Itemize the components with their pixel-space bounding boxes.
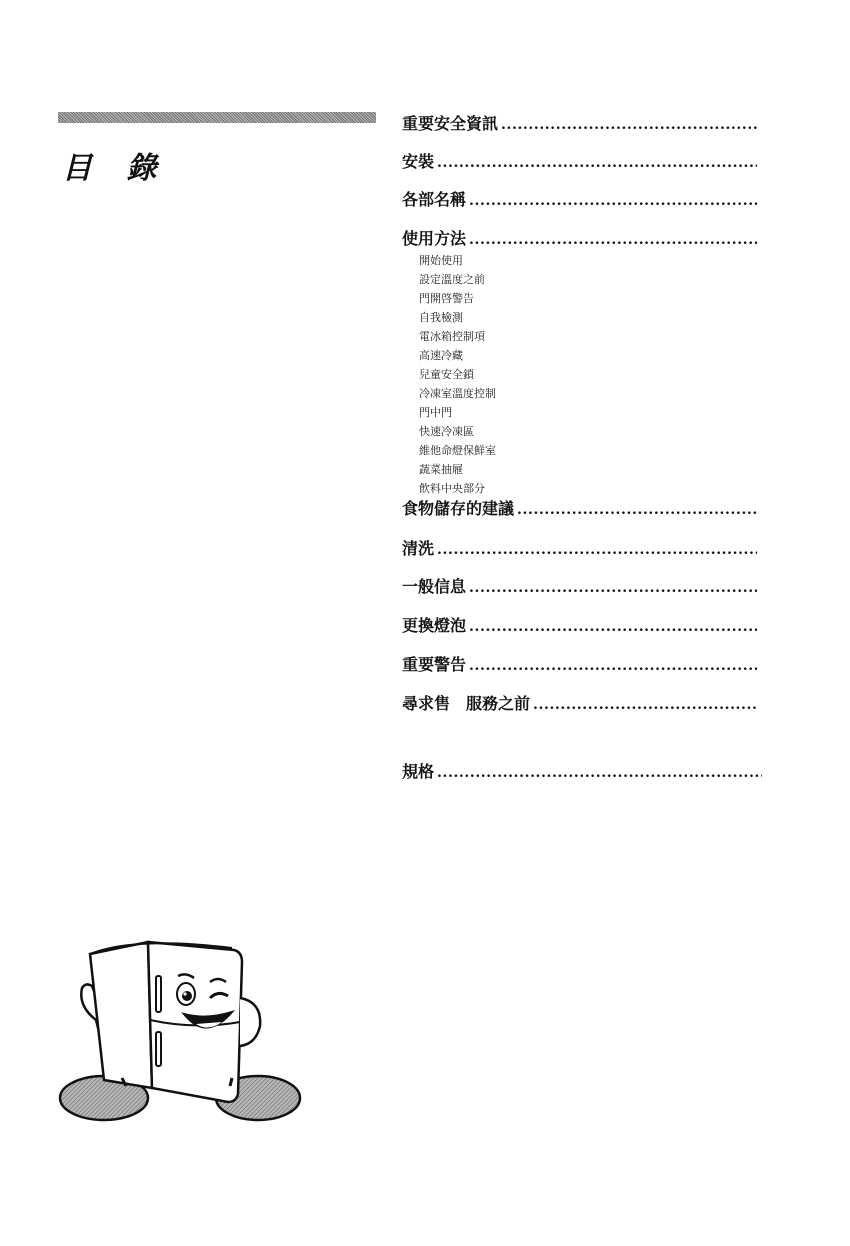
toc-sub-item[interactable]: 高速冷藏 xyxy=(419,349,463,362)
toc-entry-label: 一般信息 xyxy=(402,577,467,596)
toc-leader-dots xyxy=(469,654,757,678)
toc-entry-food-storage[interactable] xyxy=(402,497,757,521)
toc-entry-label: 規格 xyxy=(402,762,435,781)
toc-entry-specifications[interactable] xyxy=(402,760,762,784)
toc-leader-dots xyxy=(533,693,757,717)
toc-entry-label: 更換燈泡 xyxy=(402,616,467,635)
toc-leader-dots xyxy=(437,151,757,175)
toc-entry-label: 使用方法 xyxy=(402,229,467,248)
toc-sub-item[interactable]: 冷凍室溫度控制 xyxy=(419,387,496,400)
toc-leader-dots xyxy=(437,538,757,562)
usage-sub-list xyxy=(419,251,496,498)
toc-entry-usage[interactable] xyxy=(402,227,757,251)
toc-entry-warnings[interactable] xyxy=(402,653,757,677)
toc-leader-dots xyxy=(469,576,757,600)
toc-entry-bulb-replacement[interactable] xyxy=(402,614,757,638)
toc-entry-cleaning[interactable] xyxy=(402,537,757,561)
toc-entry-general-info[interactable] xyxy=(402,575,757,599)
toc-sub-item[interactable]: 門開啓警告 xyxy=(419,292,474,305)
toc-entry-label: 重要警告 xyxy=(402,655,467,674)
toc-leader-dots xyxy=(469,228,757,252)
toc-sub-item[interactable]: 開始使用 xyxy=(419,254,463,267)
toc-sub-item[interactable]: 自我檢測 xyxy=(419,311,463,324)
page-title: 目 錄 xyxy=(62,151,169,186)
toc-entry-installation[interactable] xyxy=(402,150,757,174)
toc-entry-label: 尋求售 服務之前 xyxy=(402,694,531,713)
toc-leader-dots xyxy=(469,189,757,213)
toc-sub-item[interactable]: 兒童安全鎖 xyxy=(419,368,474,381)
toc-sub-item[interactable]: 快速冷凍區 xyxy=(419,425,474,438)
toc-entry-label: 食物儲存的建議 xyxy=(402,499,515,518)
toc-sub-item[interactable]: 電冰箱控制項 xyxy=(419,330,485,343)
table-of-contents xyxy=(402,0,762,1246)
toc-entry-label: 清洗 xyxy=(402,539,435,558)
toc-sub-item[interactable]: 設定溫度之前 xyxy=(419,273,485,286)
toc-sub-item[interactable]: 飲料中央部分 xyxy=(419,482,485,495)
toc-entry-before-service[interactable] xyxy=(402,692,757,716)
header-bar xyxy=(58,112,376,123)
toc-entry-label: 重要安全資訊 xyxy=(402,114,499,133)
toc-leader-dots xyxy=(501,113,757,137)
toc-entry-parts[interactable] xyxy=(402,188,757,212)
toc-leader-dots xyxy=(517,498,757,522)
toc-entry-safety[interactable] xyxy=(402,112,757,136)
toc-entry-label: 安裝 xyxy=(402,152,435,171)
toc-leader-dots xyxy=(469,615,757,639)
toc-sub-item[interactable]: 蔬菜抽屜 xyxy=(419,463,463,476)
refrigerator-mascot-illustration xyxy=(56,936,302,1124)
toc-leader-dots xyxy=(437,761,762,785)
toc-entry-label: 各部名稱 xyxy=(402,190,467,209)
toc-sub-item[interactable]: 門中門 xyxy=(419,406,452,419)
toc-sub-item[interactable]: 維他命燈保鮮室 xyxy=(419,444,496,457)
